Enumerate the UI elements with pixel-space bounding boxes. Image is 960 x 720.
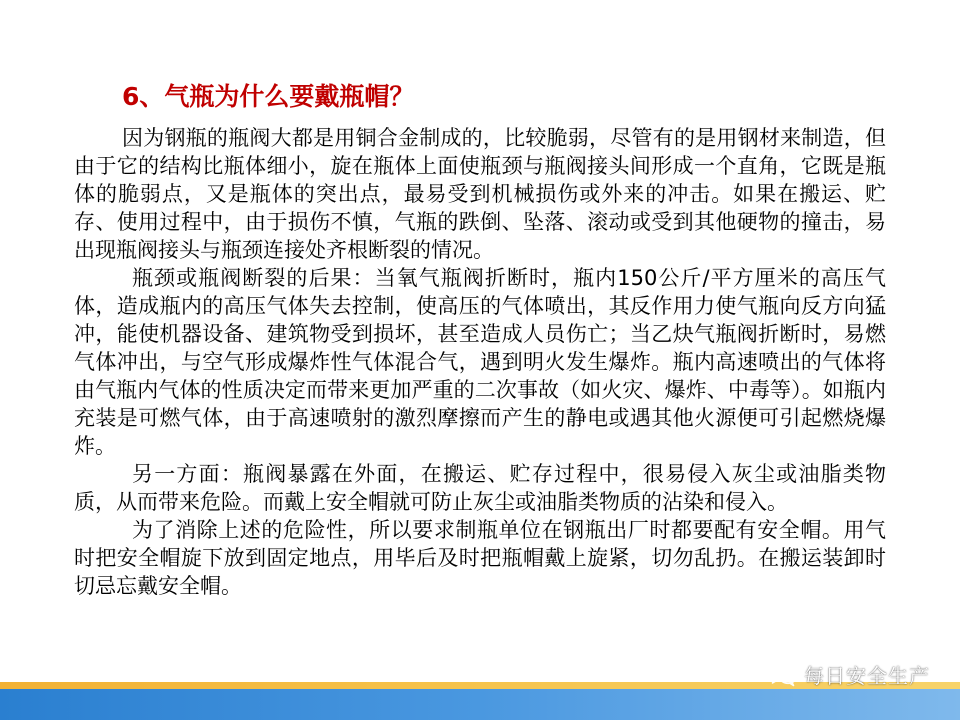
slide-title: 6、气瓶为什么要戴瓶帽？ (122, 82, 415, 111)
footer-bar-blue-stripe (0, 689, 960, 720)
slide-body (74, 124, 886, 600)
paragraph-bottle-valve-weakness: 因为钢瓶的瓶阀大都是用铜合金制成的，比较脆弱，尽管有的是用钢材来制造，但由于它的结构比瓶体细小，旋在瓶体上面使瓶颈与瓶阀接头间形成一个直角，它既是瓶体的脆弱点，又是瓶体的突出点，最易受到机械损伤或外来的冲击。如果在搬运、贮存、使用过程中，由于损伤不慎，气瓶的跌倒、坠落、滚动或受到其他硬物的撞击，易出现瓶阀接头与瓶颈连接处齐根断裂的情况。 (74, 126, 886, 262)
watermark (768, 660, 930, 689)
wechat-icon (768, 663, 798, 687)
paragraph-safety-cap-requirement: 为了消除上述的危险性，所以要求制瓶单位在钢瓶出厂时都要配有安全帽。用气时把安全帽旋下放到固定地点，用毕后及时把瓶帽戴上旋紧，切勿乱扔。在搬运装卸时切忌忘戴安全帽。 (74, 518, 886, 598)
paragraph-dust-grease: 另一方面：瓶阀暴露在外面，在搬运、贮存过程中，很易侵入灰尘或油脂类物质，从而带来危险。而戴上安全帽就可防止灰尘或油脂类物质的沾染和侵入。 (74, 462, 886, 514)
paragraph-fracture-consequences: 瓶颈或瓶阀断裂的后果：当氧气瓶阀折断时，瓶内150公斤/平方厘米的高压气体，造成瓶内的高压气体失去控制，使高压的气体喷出，其反作用力使气瓶向反方向猛冲，能使机器设备、建筑物受到损坏，甚至造成人员伤亡；当乙炔气瓶阀折断时，易燃气体冲出，与空气形成爆炸性气体混合气，遇到明火发生爆炸。瓶内高速喷出的气体将由气瓶内气体的性质决定而带来更加严重的二次事故（如火灾、爆炸、中毒等）。如瓶内充装是可燃气体，由于高速喷射的激烈摩擦而产生的静电或遇其他火源便可引起燃烧爆炸。 (74, 266, 886, 458)
watermark-text: 每日安全生产 (804, 664, 930, 688)
